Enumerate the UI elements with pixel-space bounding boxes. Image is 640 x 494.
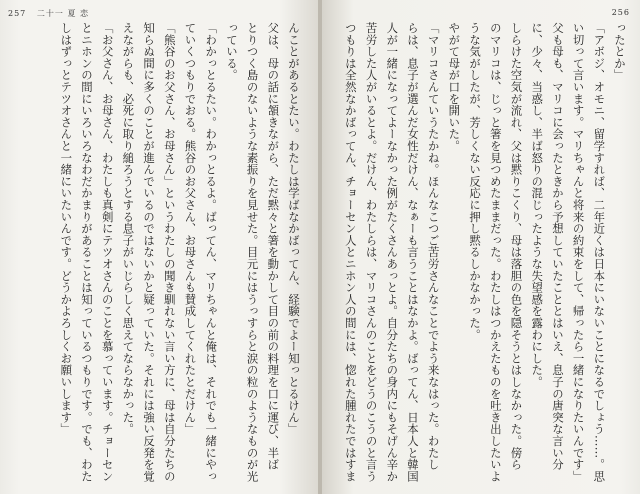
text-line: 「アボジ、オモニ、留学すれば、二年近くは日本にいないことになるでしょう……。思 xyxy=(592,22,607,483)
left-page xyxy=(0,0,318,494)
text-line: ったとか」 xyxy=(613,22,627,81)
right-page-body xyxy=(330,22,630,482)
text-line: えながらも、必死に取り縋ろうとする息子がいじらしく思えてならなかった。 xyxy=(121,22,136,435)
text-line: しらけた空気が流れ、父は黙りこくり、母は落胆の色を隠そうとはしなかった。傍ら xyxy=(509,22,524,471)
left-page-number: 257 xyxy=(8,9,27,18)
text-line: しはずっとテツオさんと一緒にいたいんです。どうかよろしくお願いします」 xyxy=(59,22,74,435)
text-line: 父は、母の話に頷きながら、ただ黙々と箸を動かして目の前の料理を口に運び、半ば xyxy=(266,22,281,471)
text-line: 苦労した人がいるとよ。だけん、わたしらは、マリコさんのことをどうのこうのと言う xyxy=(364,22,379,483)
left-chapter-title: 二十一 夏 恋 xyxy=(36,9,90,18)
text-line: 「お父さん、お母さん、わたしも真剣にテツオさんのことを慕っています。チョーセン xyxy=(100,22,115,483)
text-line: らは、息子が選んだ女性だけん、なぁーも言うことはなかよ。ばってん、日本人と韓国 xyxy=(405,22,420,483)
left-page-body xyxy=(12,22,304,482)
text-line: 「わかっとるたい。わかっとるよ。ばってん、マリちゃんと俺は、それでも一緒にやっ xyxy=(204,22,219,483)
text-line: 父も母も、マリコに会ったときから予想していたこととはいえ、息子の唐突な言い分 xyxy=(550,22,565,471)
text-line: んことがあるとたい。わたしは学ばなかばってん、経験でよー知っとるけん」 xyxy=(287,22,301,435)
text-line: 「マリコさんていうたかね。ほんなこつご苦労さんなことでよう来なはった。わたし xyxy=(426,22,441,471)
right-page-number: 256 xyxy=(611,8,630,17)
text-line: 人が一緒になってよーなかった例がたくさんあっとよ。自分たちの身内にもそげん辛か xyxy=(385,22,400,483)
text-line: とりつく島のないような素振りを見せた。目元にはうっすらと涙の粒のようなものが光 xyxy=(245,22,260,483)
right-running-head xyxy=(612,8,630,17)
text-line: のマリコは、じっと箸を見つめたままだった。わたしはつかえたものを吐き出したいよ xyxy=(488,22,503,483)
text-line: っている。 xyxy=(224,22,239,81)
text-line: とニホンの間にいろいろなわだかまりがあることは知っているつもりです。でも、わた xyxy=(79,22,94,483)
right-page xyxy=(322,0,640,494)
text-line: うな気がしたが、芳しくない反応に押し黙るしかなかった。 xyxy=(468,22,483,341)
text-line: ていくつもりでおる。熊谷のお父さん、お母さんも賛成してくれたとだけん」 xyxy=(183,22,198,435)
text-line: い切って言います。マリちゃんと将来の約束をして、帰ったら一緒になりたいんです」 xyxy=(571,22,586,483)
text-line: つもりは全然なかばってん、チョーセン人とニホン人の間には、惚れた腫れたではすま xyxy=(343,22,358,483)
text-line: やがて母が口を開いた。 xyxy=(447,22,462,152)
left-running-head xyxy=(8,8,89,19)
text-line: 知らぬ間に多くのことが進んでいるのではないかと疑っていた。それには強い反発を覚 xyxy=(142,22,157,483)
text-line: に、少々、当惑し、半ば怒りの混じったような失望感を露わにした。 xyxy=(530,22,545,388)
text-line: 「熊谷のお父さん、お母さん」というわたしの聞き馴れない言い方に、母は自分たちの xyxy=(162,22,177,483)
